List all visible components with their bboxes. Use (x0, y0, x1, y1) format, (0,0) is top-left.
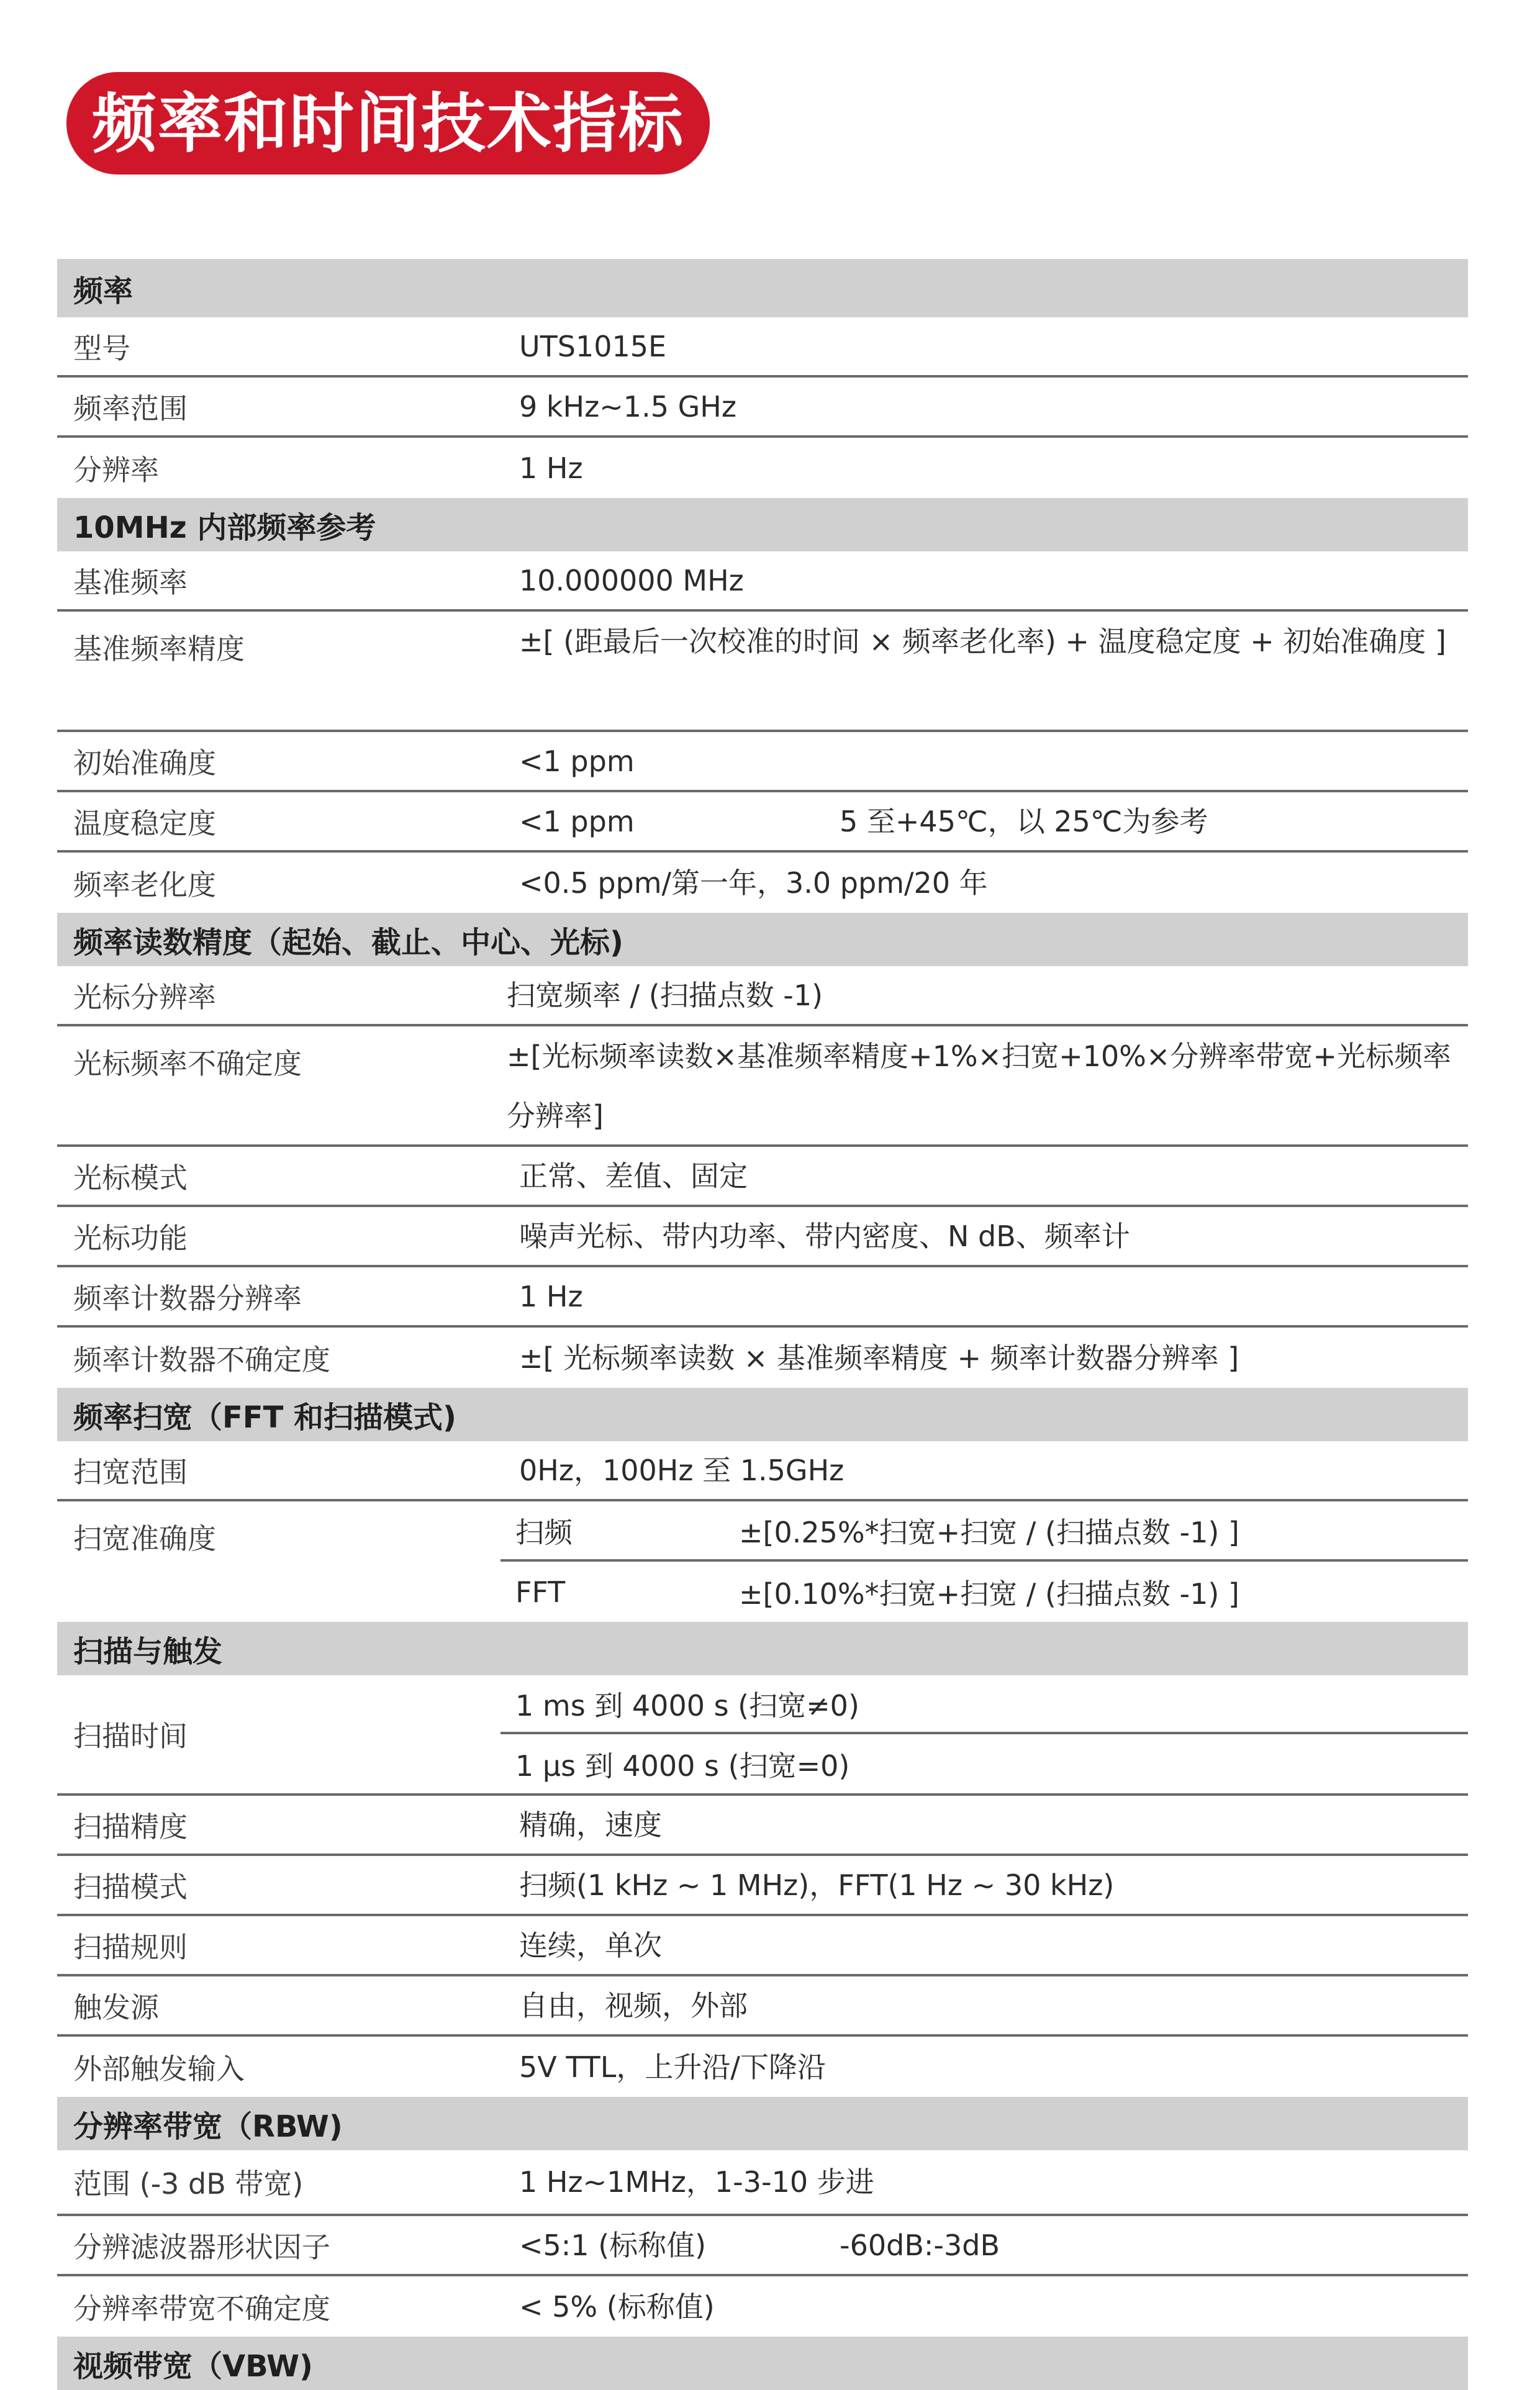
row-label: 分辨率 (73, 453, 159, 487)
row-label: 频率计数器分辨率 (73, 1281, 302, 1315)
table-row (57, 1675, 1468, 1796)
row-value: 9 kHz~1.5 GHz (519, 389, 736, 423)
table-row (57, 1976, 1468, 2037)
table-row (57, 612, 1468, 732)
value-condition: -60dB:-3dB (840, 2228, 1000, 2262)
row-label: 温度稳定度 (73, 806, 216, 840)
section-header-frequency: 频率 (57, 259, 1468, 317)
row-value: 扫宽频率 / (扫描点数 -1) (507, 978, 823, 1012)
row-label: 触发源 (73, 1990, 159, 2024)
table-row (57, 792, 1468, 853)
spec-table (57, 259, 1468, 2390)
sub-table (500, 1675, 1468, 1793)
row-label: 扫描规则 (73, 1930, 188, 1964)
sub-value: ±[0.25%*扫宽+扫宽 / (扫描点数 -1) ] (739, 1515, 1239, 1549)
table-row (57, 732, 1468, 792)
table-row (57, 2037, 1468, 2097)
value-primary: <1 ppm (519, 804, 635, 838)
sub-key: FFT (515, 1575, 566, 1609)
sub-value: 1 μs 到 4000 s (扫宽=0) (515, 1749, 850, 1783)
title-banner (66, 72, 710, 174)
sub-value: ±[0.10%*扫宽+扫宽 / (扫描点数 -1) ] (739, 1577, 1239, 1611)
sub-table (500, 1501, 1468, 1622)
row-value: 精确，速度 (519, 1808, 662, 1842)
row-value: <0.5 ppm/第一年，3.0 ppm/20 年 (519, 866, 988, 900)
sub-row (500, 1675, 1468, 1734)
row-value: <1 ppm (519, 744, 635, 778)
row-value: 1 Hz (519, 1279, 583, 1313)
page-title: 频率和时间技术指标 (91, 85, 684, 161)
table-row (57, 2276, 1468, 2337)
table-row (57, 1207, 1468, 1267)
row-value: ±[ (距最后一次校准的时间 × 频率老化率) + 温度稳定度 + 初始准确度 ] (519, 625, 1446, 658)
row-label: 基准频率 (73, 565, 188, 599)
row-value: ±[ 光标频率读数 × 基准频率精度 + 频率计数器分辨率 ] (519, 1341, 1239, 1375)
row-label: 分辨滤波器形状因子 (73, 2230, 330, 2264)
sub-row (500, 1734, 1468, 1793)
section-header-readout-accuracy: 频率读数精度（起始、截止、中心、光标) (57, 913, 1468, 966)
row-label: 扫描模式 (73, 1870, 188, 1904)
section-header-reference: 10MHz 内部频率参考 (57, 498, 1468, 551)
row-label: 频率范围 (73, 391, 188, 425)
row-label: 外部触发输入 (73, 2052, 245, 2086)
table-row (57, 966, 1468, 1026)
row-label: 分辨率带宽不确定度 (73, 2291, 330, 2325)
row-value (519, 2216, 1468, 2274)
table-row (57, 1026, 1468, 1147)
table-row (57, 551, 1468, 612)
table-row (57, 1916, 1468, 1976)
section-header-span: 频率扫宽（FFT 和扫描模式) (57, 1388, 1468, 1441)
section-header-sweep-trigger: 扫描与触发 (57, 1622, 1468, 1675)
row-value: 噪声光标、带内功率、带内密度、N dB、频率计 (519, 1219, 1130, 1253)
table-row (57, 378, 1468, 438)
row-value: 10.000000 MHz (519, 563, 744, 597)
table-row (57, 2216, 1468, 2276)
row-label: 范围 (-3 dB 带宽) (73, 2167, 304, 2201)
table-row (57, 1147, 1468, 1207)
row-label: 扫宽范围 (73, 1455, 188, 1489)
table-row (57, 2150, 1468, 2216)
row-label: 扫描时间 (73, 1719, 188, 1753)
sub-row (500, 1562, 1468, 1622)
row-label: 扫宽准确度 (73, 1522, 216, 1555)
value-condition: 5 至+45℃，以 25℃为参考 (840, 804, 1208, 838)
section-header-rbw: 分辨率带宽（RBW) (57, 2097, 1468, 2150)
table-row (57, 853, 1468, 913)
row-label: 光标频率不确定度 (73, 1047, 302, 1080)
row-value: 5V TTL，上升沿/下降沿 (519, 2050, 826, 2084)
table-row (57, 1501, 1468, 1622)
row-label: 初始准确度 (73, 746, 216, 780)
row-value: 0Hz，100Hz 至 1.5GHz (519, 1453, 845, 1487)
sub-row (500, 1501, 1468, 1562)
row-label: 扫描精度 (73, 1809, 188, 1844)
row-value: 自由，视频，外部 (519, 1988, 748, 2022)
row-label: 光标分辨率 (73, 980, 216, 1014)
row-value: 1 Hz~1MHz，1-3-10 步进 (519, 2165, 874, 2199)
row-label: 光标功能 (73, 1221, 188, 1255)
row-label: 基准频率精度 (73, 632, 245, 666)
row-value: < 5% (标称值) (519, 2289, 715, 2324)
row-value: 正常、差值、固定 (519, 1159, 748, 1193)
table-row (57, 317, 1468, 378)
sub-key: 扫频 (515, 1515, 573, 1549)
row-value: 1 Hz (519, 451, 583, 485)
row-label: 型号 (73, 331, 130, 365)
table-row (57, 1267, 1468, 1328)
table-row (57, 438, 1468, 498)
table-row (57, 1856, 1468, 1916)
value-primary: <5:1 (标称值) (519, 2228, 707, 2262)
table-row (57, 1328, 1468, 1388)
row-label: 频率老化度 (73, 867, 216, 902)
table-row (57, 1441, 1468, 1501)
row-label: 光标模式 (73, 1161, 188, 1195)
sub-value: 1 ms 到 4000 s (扫宽≠0) (515, 1688, 859, 1722)
table-row (57, 1796, 1468, 1856)
row-value: 扫频(1 kHz ~ 1 MHz)，FFT(1 Hz ~ 30 kHz) (519, 1868, 1115, 1902)
row-value: ±[光标频率读数×基准频率精度+1%×扫宽+10%×分辨率带宽+光标频率分辨率] (507, 1039, 1451, 1133)
row-value: UTS1015E (519, 329, 667, 363)
row-value: 连续，单次 (519, 1928, 662, 1962)
row-value (519, 792, 1468, 850)
row-label: 频率计数器不确定度 (73, 1342, 330, 1377)
section-header-vbw: 视频带宽（VBW) (57, 2337, 1468, 2390)
